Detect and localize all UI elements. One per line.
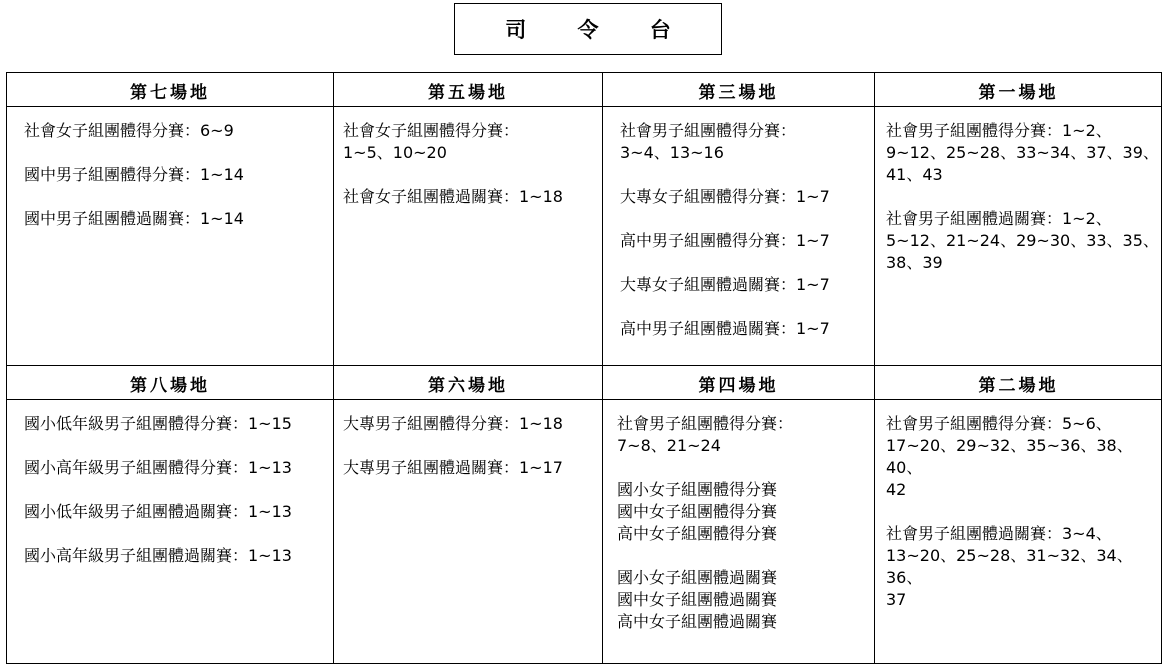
event-line: 社會女子組團體過關賽：1~18 xyxy=(343,187,563,206)
venue-header: 第七場地 xyxy=(130,82,210,103)
venue-header: 第五場地 xyxy=(428,82,508,103)
event-group xyxy=(620,186,870,208)
venue-cell xyxy=(886,413,1161,633)
venue-header: 第二場地 xyxy=(978,375,1059,396)
event-group xyxy=(886,120,1161,186)
venue-cell xyxy=(617,413,870,655)
event-group xyxy=(343,457,598,479)
event-group xyxy=(886,208,1161,274)
event-line: 1~5、10~20 xyxy=(343,143,447,162)
venue-cell xyxy=(620,120,870,362)
event-line: 42 xyxy=(886,480,907,499)
event-group xyxy=(617,479,870,545)
event-line: 7~8、21~24 xyxy=(617,436,721,455)
event-line: 9~12、25~28、33~34、37、39、 xyxy=(886,143,1159,162)
event-line: 社會女子組團體得分賽： xyxy=(343,121,520,140)
venue-header: 第八場地 xyxy=(130,375,210,396)
event-line: 國小低年級男子組團體過關賽：1~13 xyxy=(24,502,292,521)
event-group xyxy=(24,208,324,230)
event-group xyxy=(620,230,870,252)
event-line: 大專男子組團體過關賽：1~17 xyxy=(343,458,563,477)
venue-cell xyxy=(343,413,598,501)
event-line: 高中女子組團體得分賽 xyxy=(617,524,778,543)
event-group xyxy=(620,120,870,164)
event-line: 大專女子組團體過關賽：1~7 xyxy=(620,275,830,294)
event-line: 國小低年級男子組團體得分賽：1~15 xyxy=(24,414,292,433)
event-group xyxy=(24,457,329,479)
event-line: 17~20、29~32、35~36、38、40、 xyxy=(886,436,1133,477)
event-group xyxy=(24,120,324,142)
title-box xyxy=(454,3,722,55)
event-group xyxy=(620,318,870,340)
event-line: 國中女子組團體過關賽 xyxy=(617,590,778,609)
venue-header: 第四場地 xyxy=(698,375,779,396)
event-group xyxy=(24,501,329,523)
event-line: 社會男子組團體得分賽： xyxy=(620,121,797,140)
event-line: 國小高年級男子組團體過關賽：1~13 xyxy=(24,546,292,565)
event-group xyxy=(24,164,324,186)
event-line: 國小女子組團體得分賽 xyxy=(617,480,778,499)
event-group xyxy=(24,545,329,567)
event-line: 社會男子組團體過關賽：3~4、 xyxy=(886,524,1112,543)
event-group xyxy=(617,567,870,633)
event-group xyxy=(886,523,1161,611)
event-line: 國中男子組團體過關賽：1~14 xyxy=(24,209,244,228)
event-group xyxy=(617,413,870,457)
event-line: 國小女子組團體過關賽 xyxy=(617,568,778,587)
event-line: 社會男子組團體過關賽：1~2、 xyxy=(886,209,1112,228)
event-line: 社會男子組團體得分賽：5~6、 xyxy=(886,414,1112,433)
venue-cell xyxy=(24,413,329,589)
event-line: 國小高年級男子組團體得分賽：1~13 xyxy=(24,458,292,477)
event-line: 高中男子組團體過關賽：1~7 xyxy=(620,319,830,338)
event-line: 38、39 xyxy=(886,253,943,272)
venue-header: 第一場地 xyxy=(978,82,1059,103)
event-line: 高中男子組團體得分賽：1~7 xyxy=(620,231,830,250)
event-line: 13~20、25~28、31~32、34、36、 xyxy=(886,546,1133,587)
event-line: 高中女子組團體過關賽 xyxy=(617,612,778,631)
event-line: 社會男子組團體得分賽： xyxy=(617,414,794,433)
venue-table xyxy=(6,72,1162,664)
event-line: 社會男子組團體得分賽：1~2、 xyxy=(886,121,1112,140)
event-line: 41、43 xyxy=(886,165,943,184)
event-line: 5~12、21~24、29~30、33、35、 xyxy=(886,231,1159,250)
event-group xyxy=(24,413,329,435)
event-group xyxy=(343,413,598,435)
event-group xyxy=(343,186,598,208)
venue-header: 第六場地 xyxy=(428,375,508,396)
venue-cell xyxy=(343,120,598,230)
event-line: 社會女子組團體得分賽：6~9 xyxy=(24,121,234,140)
venue-cell xyxy=(24,120,324,252)
event-line: 3~4、13~16 xyxy=(620,143,724,162)
event-line: 國中男子組團體得分賽：1~14 xyxy=(24,165,244,184)
event-group xyxy=(343,120,598,164)
page-title: 司 令 台 xyxy=(505,17,693,42)
event-line: 大專女子組團體得分賽：1~7 xyxy=(620,187,830,206)
venue-header: 第三場地 xyxy=(698,82,779,103)
event-line: 37 xyxy=(886,590,907,609)
event-group xyxy=(886,413,1161,501)
event-line: 大專男子組團體得分賽：1~18 xyxy=(343,414,563,433)
event-line: 國中女子組團體得分賽 xyxy=(617,502,778,521)
event-group xyxy=(620,274,870,296)
venue-cell xyxy=(886,120,1161,296)
